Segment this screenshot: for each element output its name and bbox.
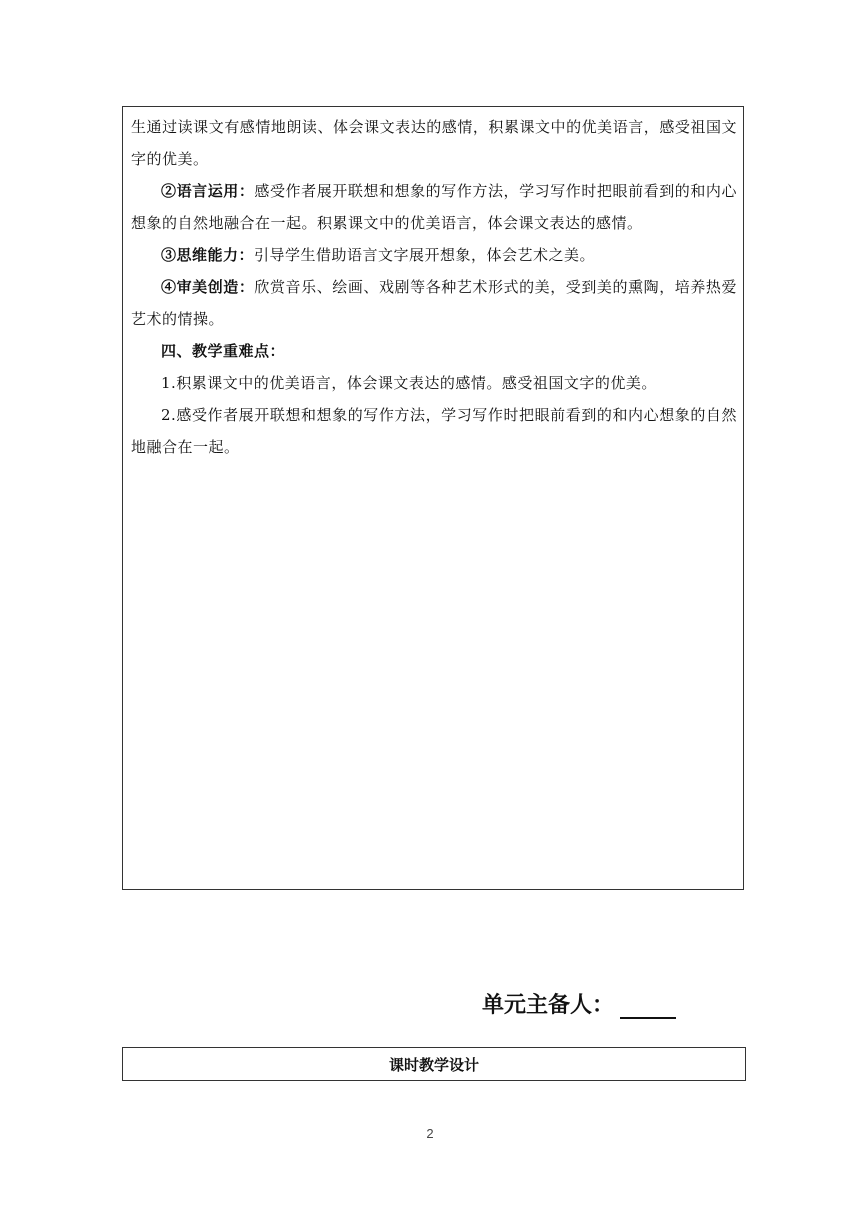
unit-preparer — [482, 988, 676, 1019]
objective-label: ④审美创造： — [161, 278, 255, 296]
objective-paragraph-continued: 生通过读课文有感情地朗读、体会课文表达的感情，积累课文中的优美语言，感受祖国文字的优美。 — [131, 118, 737, 168]
objective-text: 感受作者展开联想和想象的写作方法，学习写作时把眼前看到的和内心想象的自然地融合在一起。积累课文中的优美语言，体会课文表达的感情。 — [131, 182, 737, 232]
objective-aesthetic-creation — [131, 271, 737, 335]
lesson-design-header — [122, 1047, 746, 1081]
preparer-blank-line — [620, 991, 676, 1019]
objective-thinking-ability — [131, 239, 737, 271]
objectives-content — [131, 111, 737, 463]
objectives-table-cell — [122, 106, 744, 890]
objective-text: 引导学生借助语言文字展开想象，体会艺术之美。 — [254, 246, 596, 264]
key-points-heading: 四、教学重难点： — [161, 342, 286, 360]
lesson-design-title: 课时教学设计 — [388, 1055, 479, 1074]
preparer-label: 单元主备人： — [482, 993, 615, 1018]
key-point-item: 2.感受作者展开联想和想象的写作方法，学习写作时把眼前看到的和内心想象的自然地融合在一起。 — [131, 406, 737, 456]
objective-text: 欣赏音乐、绘画、戏剧等各种艺术形式的美，受到美的熏陶，培养热爱艺术的情操。 — [131, 278, 737, 328]
objective-language-use — [131, 175, 737, 239]
page-number: 2 — [426, 1126, 434, 1141]
objective-label: ②语言运用： — [161, 182, 255, 200]
key-point-item: 1.积累课文中的优美语言，体会课文表达的感情。感受祖国文字的优美。 — [161, 374, 657, 392]
objective-label: ③思维能力： — [161, 246, 255, 264]
